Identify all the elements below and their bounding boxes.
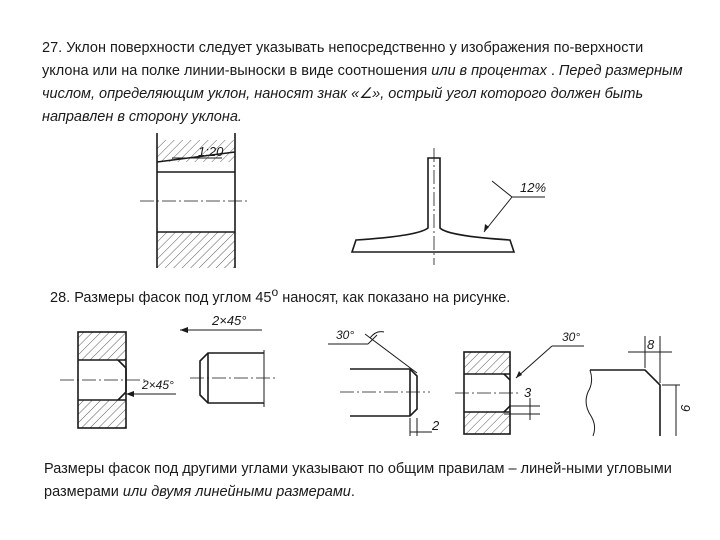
chamfer-left-label: 2×45° [142, 378, 174, 392]
slope-ratio-label: 1:20 [198, 144, 224, 159]
dim-6-label: 6 [678, 404, 693, 412]
angle-30-label-b: 30° [562, 330, 581, 344]
slope-percent-label: 12% [520, 180, 547, 195]
paragraph-28: 28. Размеры фасок под углом $45^о$ наносят, как показано на рисунке. [50, 285, 511, 306]
angle-30-label-a: 30° [336, 328, 355, 342]
dim-3-label: 3 [524, 385, 532, 400]
slope-percent-figure [352, 148, 546, 265]
item-number-27: 27. [42, 40, 63, 56]
chamfer-shaft-figure [180, 313, 275, 407]
chamfer-top-label: 2×45° [212, 313, 247, 328]
paragraph-27: 27. Уклон поверхности следует указывать непосредственно у изображения по-верхности уклона или на полке линии-выноски в виде соотношения или в процентах . Перед размерным числом, определяющим уклон, наносят знак «∠», острый угол которого должен быть направлен в сторону уклона. [42, 40, 683, 125]
item-number-28: 28. [50, 289, 71, 306]
dim-8-label: 8 [647, 337, 655, 352]
slope-sign: ∠ [359, 86, 373, 102]
paragraph-footer: Размеры фасок под другими углами указывают по общим правилам – линей-ными угловыми размерами или двумя линейными размерами. [44, 461, 672, 500]
slope-ratio-figure [140, 133, 250, 268]
chamfer-section-figure [60, 332, 176, 428]
chamfer-angle-shaft-figure [328, 328, 440, 436]
chamfer-linear-detail-figure [586, 336, 693, 436]
chamfer-angle-bushing-figure [455, 330, 584, 434]
dim-2-label: 2 [432, 418, 440, 433]
